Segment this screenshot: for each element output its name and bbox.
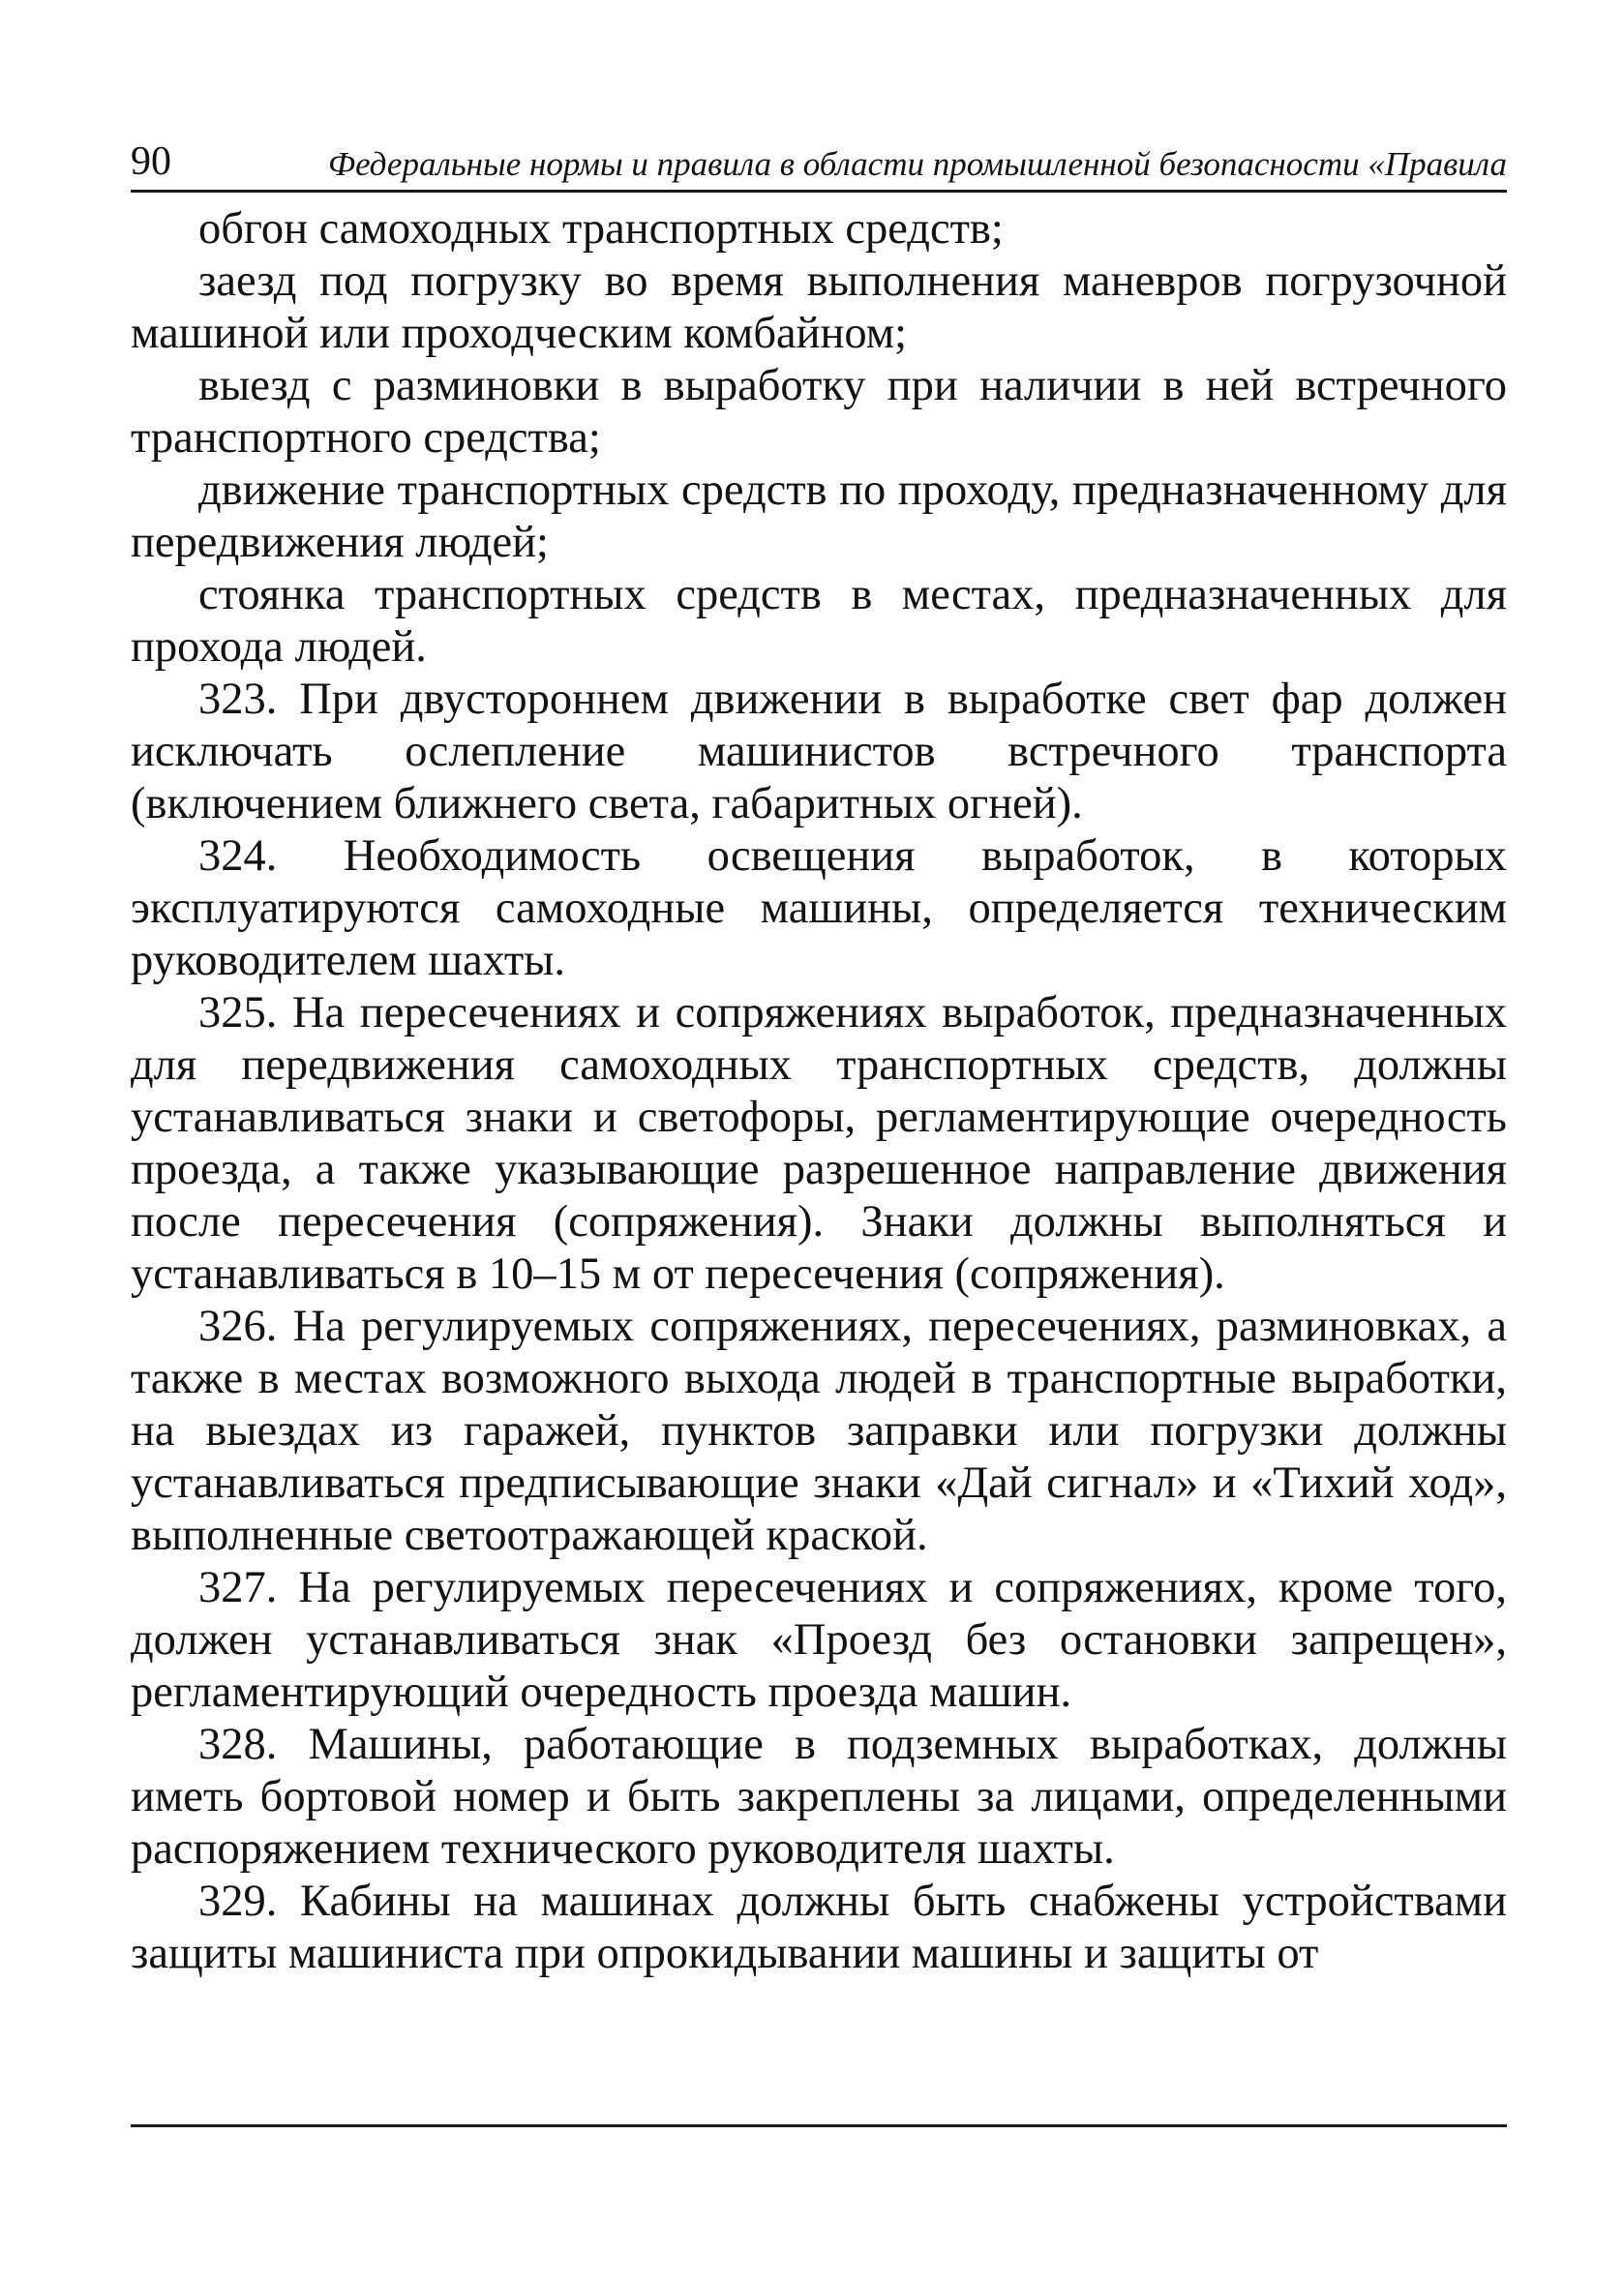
running-head bbox=[131, 135, 1507, 193]
paragraph-325: 325. На пересечениях и сопряжениях выработок, предназначенных для передвижения самоходных транспортных средств, должны устанавливаться знаки и светофоры, регламентирующие очередность проезда, а также указывающие разрешенное направление движения после пересечения (сопряжения). Знаки должны выполняться и устанавливаться в 10–15 м от пересечения (сопряжения). bbox=[131, 988, 1507, 1299]
paragraph: обгон самоходных транспортных средств; bbox=[198, 204, 1004, 254]
paragraph-328: 328. Машины, работающие в подземных выработках, должны иметь бортовой номер и быть закреплены за лицами, определенными распоряжением технического руководителя шахты. bbox=[131, 1720, 1507, 1874]
paragraph: выезд с разминовки в выработку при наличии в ней встречного транспортного средства; bbox=[131, 361, 1507, 463]
page-number: 90 bbox=[131, 139, 171, 184]
paragraph: движение транспортных средств по проходу, предназначенному для передвижения людей; bbox=[131, 466, 1507, 567]
bottom-rule bbox=[131, 2124, 1507, 2127]
paragraph: стоянка транспортных средств в местах, предназначенных для прохода людей. bbox=[131, 570, 1507, 672]
text-body bbox=[131, 203, 1507, 1980]
paragraph-323: 323. При двустороннем движении в выработке свет фар должен исключать ослепление машинистов встречного транспорта (включением ближнего света, габаритных огней). bbox=[131, 675, 1507, 828]
paragraph-329: 329. Кабины на машинах должны быть снабжены устройствами защиты машиниста при опрокидывании машины и защиты от bbox=[131, 1877, 1507, 1978]
paragraph-324: 324. Необходимость освещения выработок, в которых эксплуатируются самоходные машины, определяется техническим руководителем шахты. bbox=[131, 831, 1507, 985]
paragraph-326: 326. На регулируемых сопряжениях, пересечениях, разминовках, а также в местах возможного выхода людей в транспортные выработки, на выездах из гаражей, пунктов заправки или погрузки должны устанавливаться предписывающие знаки «Дай сигнал» и «Тихий ход», выполненные светоотражающей краской. bbox=[131, 1302, 1507, 1560]
running-title: Федеральные нормы и правила в области промышленной безопасности «Правила bbox=[327, 145, 1507, 183]
paragraph: заезд под погрузку во время выполнения маневров погрузочной машиной или проходческим комбайном; bbox=[131, 256, 1507, 358]
paragraph-327: 327. На регулируемых пересечениях и сопряжениях, кроме того, должен устанавливаться знак «Проезд без остановки запрещен», регламентирующий очередность проезда машин. bbox=[131, 1563, 1507, 1717]
